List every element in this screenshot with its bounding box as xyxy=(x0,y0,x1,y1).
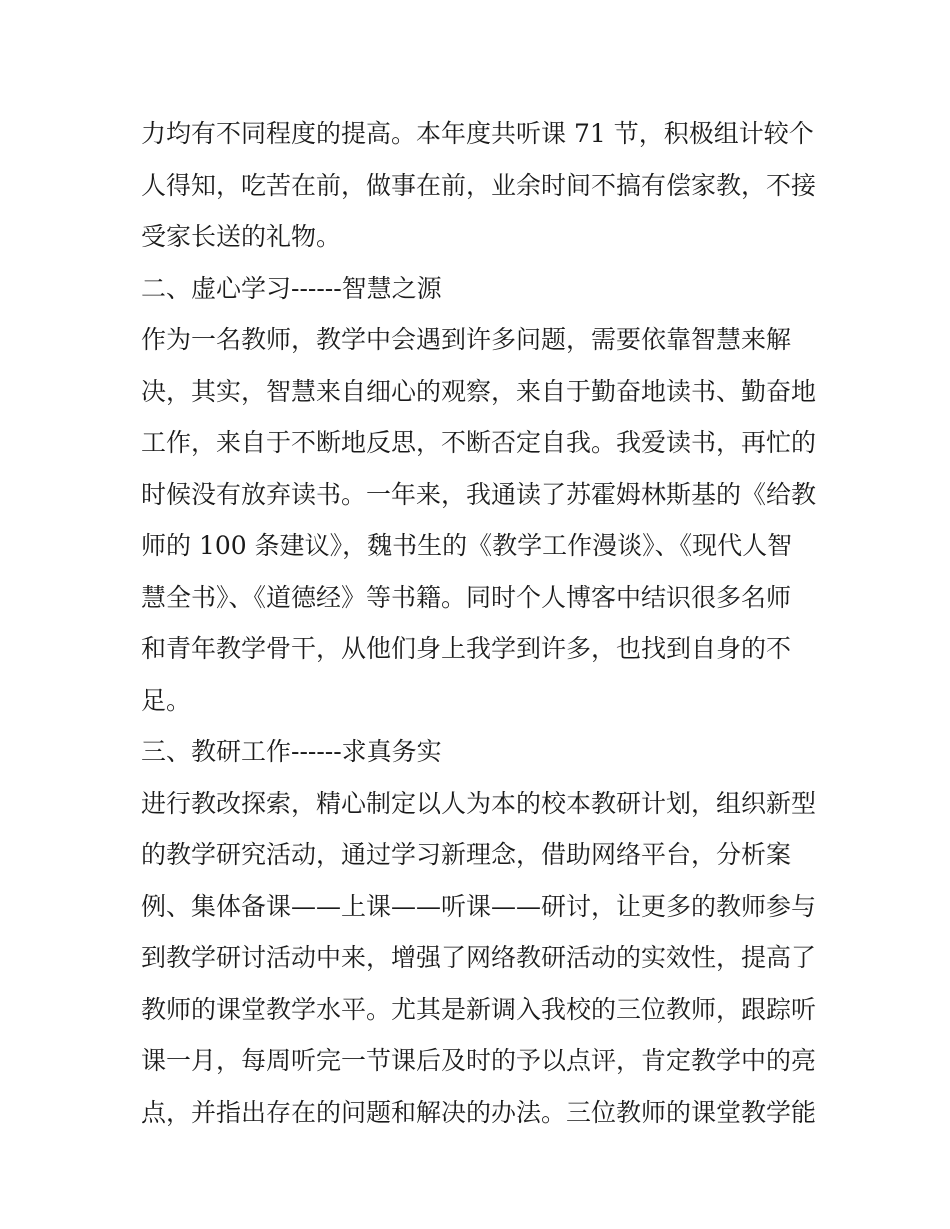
text-line: 力均有不同程度的提高。本年度共听课 71 节，积极组计较个 xyxy=(141,119,814,148)
text-line: 作为一名教师，教学中会遇到许多问题，需要依靠智慧来解 xyxy=(141,325,792,354)
text-line: 慧全书》、《道德经》等书籍。同时个人博客中结识很多名师 xyxy=(141,582,792,612)
section-heading: 三、教研工作------求真务实 xyxy=(141,737,442,766)
text-line: 进行教改探索，精心制定以人为本的校本教研计划，组织新型 xyxy=(141,788,817,818)
text-line: 工作，来自于不断地反思，不断否定自我。我爱读书，再忙的 xyxy=(141,428,817,457)
text-line: 例、集体备课——上课——听课——研讨，让更多的教师参与 xyxy=(141,891,817,921)
section-heading: 二、虚心学习------智慧之源 xyxy=(141,273,442,303)
text-line: 教师的课堂教学水平。尤其是新调入我校的三位教师，跟踪听 xyxy=(141,994,817,1024)
text-line: 和青年教学骨干，从他们身上我学到许多，也找到自身的不 xyxy=(141,634,792,663)
text-line: 师的 100 条建议》，魏书生的《教学工作漫谈》、《现代人智 xyxy=(141,531,793,560)
text-line: 足。 xyxy=(141,685,192,715)
text-line: 课一月，每周听完一节课后及时的予以点评，肯定教学中的亮 xyxy=(141,1046,817,1075)
body-text xyxy=(141,108,821,1138)
text-line: 人得知，吃苦在前，做事在前，业余时间不搞有偿家教，不接 xyxy=(141,170,817,200)
text-line: 到教学研讨活动中来，增强了网络教研活动的实效性，提高了 xyxy=(141,943,817,972)
text-line: 时候没有放弃读书。一年来，我通读了苏霍姆林斯基的《给教 xyxy=(141,479,817,509)
text-line: 点，并指出存在的问题和解决的办法。三位教师的课堂教学能 xyxy=(141,1097,817,1127)
text-line: 受家长送的礼物。 xyxy=(141,222,342,251)
text-line: 决，其实，智慧来自细心的观察，来自于勤奋地读书、勤奋地 xyxy=(141,376,817,406)
text-line: 的教学研究活动，通过学习新理念，借助网络平台，分析案 xyxy=(141,840,792,869)
